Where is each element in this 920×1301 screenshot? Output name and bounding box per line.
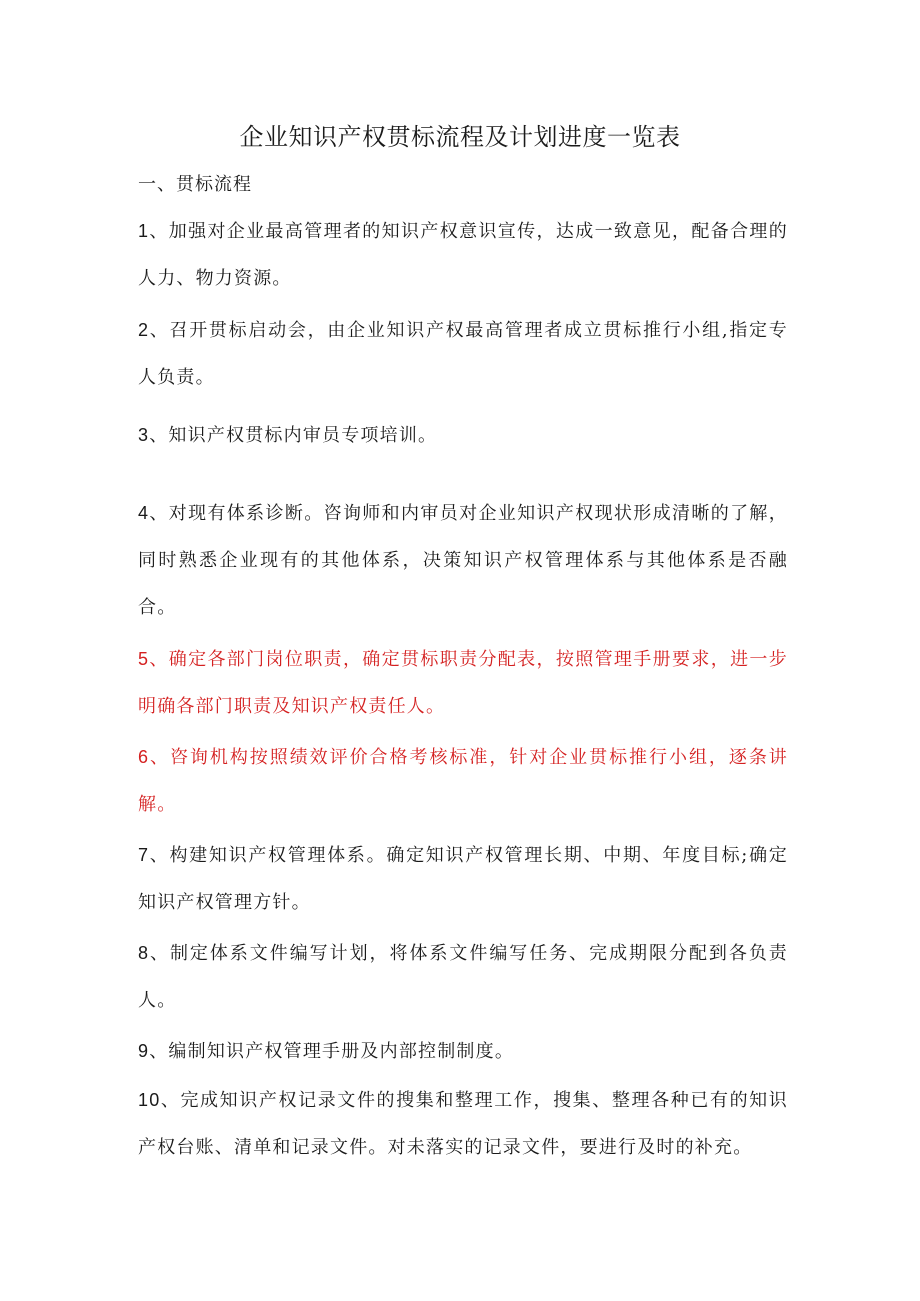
step-text: 、召开贯标启动会，由企业知识产权最高管理者成立贯标推行小组,指定专人负责。	[138, 320, 788, 388]
step-9	[138, 1028, 788, 1075]
step-5	[138, 636, 788, 730]
step-text: 、加强对企业最高管理者的知识产权意识宣传，达成一致意见，配备合理的人力、物力资源。	[138, 221, 788, 289]
step-text: 、完成知识产权记录文件的搜集和整理工作，搜集、整理各种已有的知识产权台账、清单和记录文件。对未落实的记录文件，要进行及时的补充。	[138, 1090, 788, 1158]
step-text: 、咨询机构按照绩效评价合格考核标准，针对企业贯标推行小组，逐条讲解。	[138, 747, 788, 815]
step-text: 、对现有体系诊断。咨询师和内审员对企业知识产权现状形成清晰的了解，同时熟悉企业现有的其他体系，决策知识产权管理体系与其他体系是否融合。	[138, 503, 788, 618]
step-number: 8	[138, 943, 150, 963]
step-6	[138, 734, 788, 828]
step-10	[138, 1077, 788, 1171]
step-8	[138, 930, 788, 1024]
step-number: 5	[138, 649, 150, 669]
step-number: 7	[138, 845, 150, 865]
step-number: 3	[138, 425, 150, 445]
step-number: 10	[138, 1090, 161, 1110]
step-2	[138, 307, 788, 401]
step-7	[138, 832, 788, 926]
step-number: 2	[138, 320, 150, 340]
section-heading: 一、贯标流程	[138, 174, 252, 195]
step-number: 1	[138, 221, 150, 241]
step-number: 6	[138, 747, 150, 767]
step-text: 、编制知识产权管理手册及内部控制制度。	[149, 1041, 515, 1062]
step-text: 、确定各部门岗位职责，确定贯标职责分配表，按照管理手册要求，进一步明确各部门职责及知识产权责任人。	[138, 649, 788, 717]
step-text: 、制定体系文件编写计划，将体系文件编写任务、完成期限分配到各负责人。	[138, 943, 788, 1011]
step-text: 、构建知识产权管理体系。确定知识产权管理长期、中期、年度目标;确定知识产权管理方针。	[138, 845, 788, 913]
step-number: 9	[138, 1041, 150, 1061]
step-4	[138, 490, 788, 631]
step-1	[138, 208, 788, 302]
step-number: 4	[138, 503, 150, 523]
document-title: 企业知识产权贯标流程及计划进度一览表	[239, 123, 681, 151]
step-text: 、知识产权贯标内审员专项培训。	[149, 425, 438, 446]
step-3	[138, 412, 788, 459]
